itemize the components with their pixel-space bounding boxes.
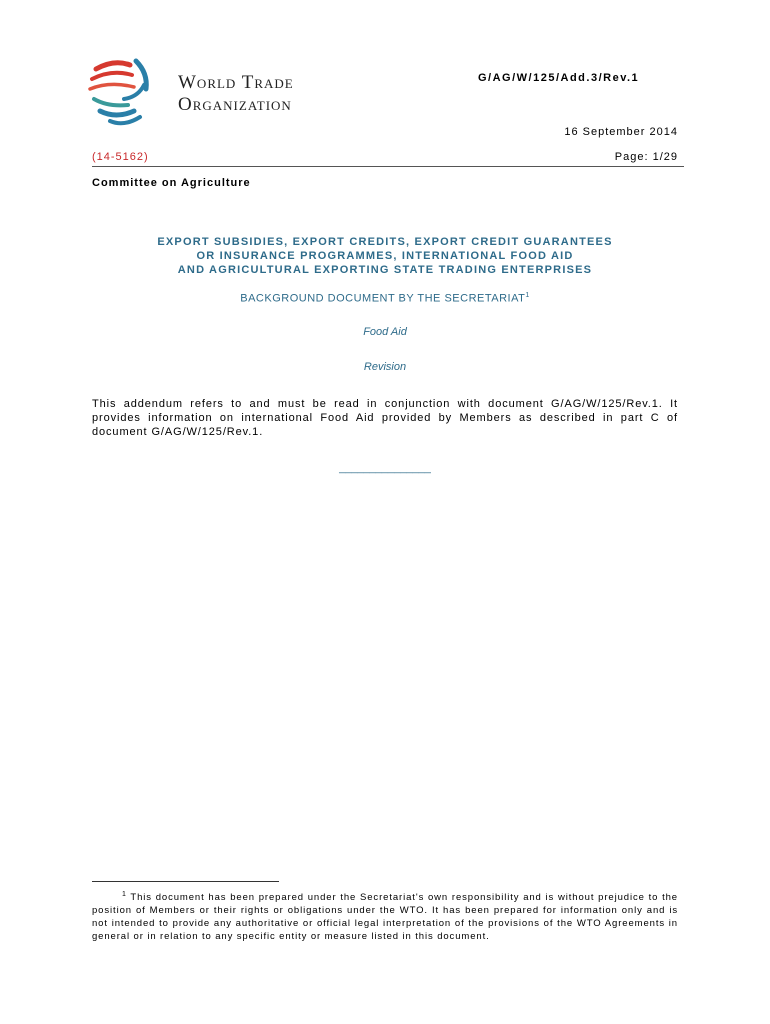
footnote-text: This document has been prepared under the Secretariat's own responsibility and is without prejudice to the position of Members or their rights or obligations under the WTO. It has been prepared for information only and is not intended to provide any authoritative or official legal interpretation of the provisions of the WTO Agreements in general or in relation to any specific entity or measure listed in this document. [92,892,678,943]
footnote-rule [92,881,279,882]
document-subtitle [92,292,678,305]
org-name-line2: Organization [178,94,292,115]
subtitle-text: BACKGROUND DOCUMENT BY THE SECRETARIAT [240,292,526,305]
subtitle-footnote-mark: 1 [525,292,530,299]
header-rule [92,166,684,167]
revision-label: Revision [363,361,407,373]
org-name-line1: World Trade [178,72,294,93]
title-line-1: EXPORT SUBSIDIES, EXPORT CREDITS, EXPORT CREDIT GUARANTEES [157,236,613,248]
body-paragraph: This addendum refers to and must be read in conjunction with document G/AG/W/125/Rev.1. It provides information on international Food Aid provided by Members as described in part C of document G/AG/W/125/Rev.1. [92,398,678,438]
separator-line: _______________ [339,462,431,474]
title-line-2: OR INSURANCE PROGRAMMES, INTERNATIONAL FOOD AID [196,250,574,262]
page-number: Page: 1/29 [614,151,678,163]
footnote-mark: 1 [122,891,127,898]
document-date: 16 September 2014 [564,126,678,138]
document-reference: (14-5162) [92,151,149,163]
document-title [92,235,678,277]
document-symbol: G/AG/W/125/Add.3/Rev.1 [478,72,640,84]
organization-name [178,72,294,116]
committee-name: Committee on Agriculture [92,177,251,189]
wto-logo [84,55,344,135]
wto-logo-mark-icon [84,55,164,135]
title-line-3: AND AGRICULTURAL EXPORTING STATE TRADING ENTERPRISES [177,264,593,276]
footnote [92,888,678,943]
section-heading: Food Aid [363,326,407,338]
